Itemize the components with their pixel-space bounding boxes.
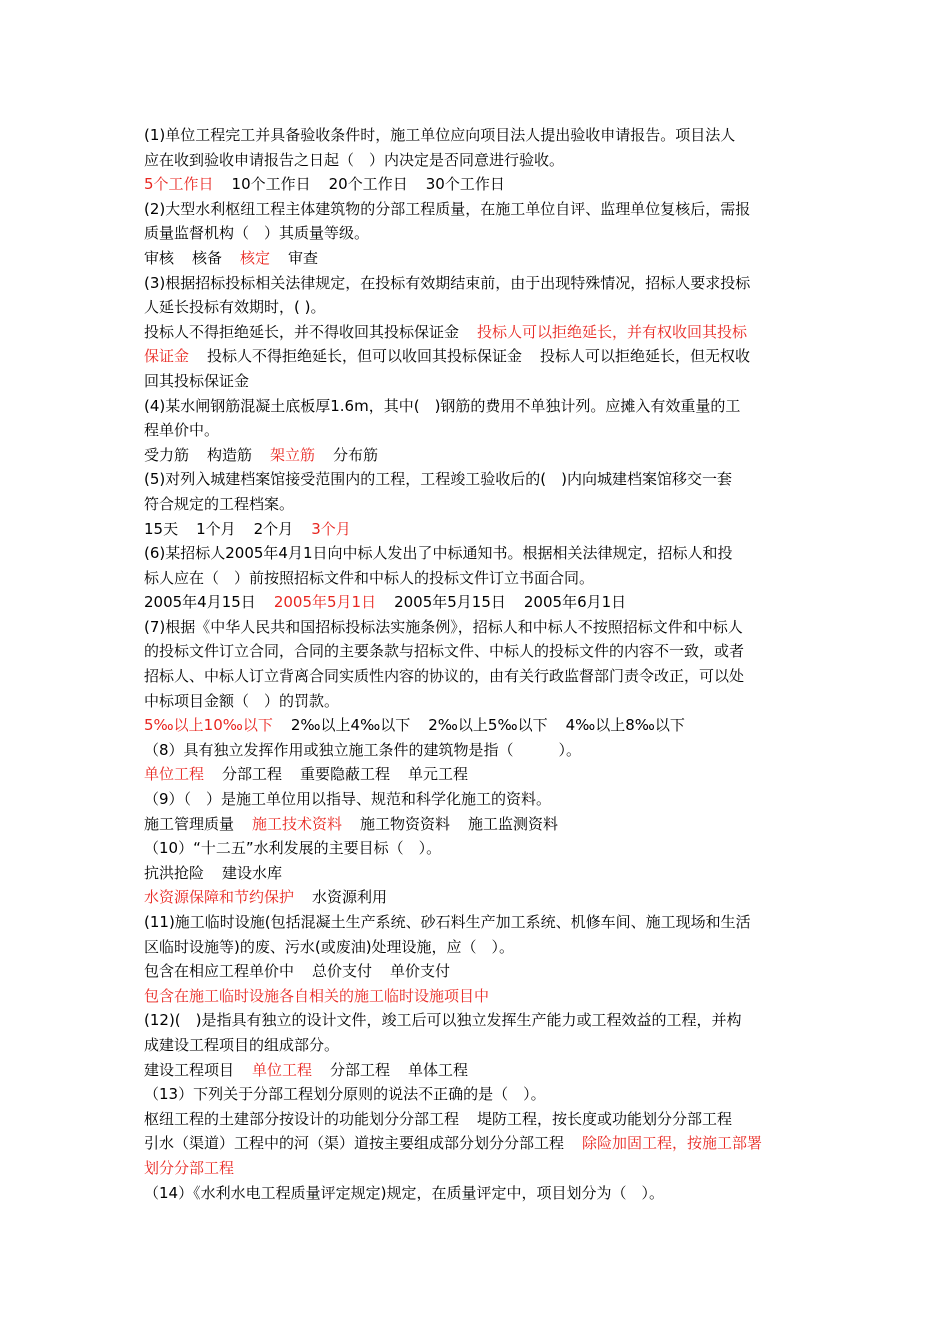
correct-answer-option: 施工技术资料 xyxy=(252,814,343,833)
question-block xyxy=(144,836,810,910)
options-line xyxy=(144,172,810,197)
options-line xyxy=(144,1107,810,1132)
answer-option: 15天 xyxy=(144,519,179,538)
answer-option: 核备 xyxy=(192,248,223,267)
question-stem-line: 质量监督机构（ ）其质量等级。 xyxy=(144,224,370,243)
question-stem-line: (3)根据招标投标相关法律规定，在投标有效期结束前，由于出现特殊情况，招标人要求投标 xyxy=(144,273,751,292)
correct-answer-option: 单位工程 xyxy=(144,765,205,784)
answer-option: 回其投标保证金 xyxy=(144,371,250,390)
question-block xyxy=(144,123,810,197)
options-line xyxy=(144,320,810,345)
options-line xyxy=(144,590,810,615)
question-stem-line: 区临时设施等)的废、污水(或废油)处理设施，应（ ）。 xyxy=(144,937,515,956)
question-stem-line: 标人应在（ ）前按照招标文件和中标人的投标文件订立书面合同。 xyxy=(144,568,595,587)
options-line xyxy=(144,344,810,369)
correct-answer-option: 2005年5月1日 xyxy=(273,593,377,612)
answer-option: 包含在相应工程单价中 xyxy=(144,962,295,981)
question-stem-line: (11)施工临时设施(包括混凝土生产系统、砂石料生产加工系统、机修车间、施工现场和生活 xyxy=(144,913,751,931)
answer-option: 审核 xyxy=(144,248,175,267)
options-line xyxy=(144,517,810,542)
question-stem-line: (7)根据《中华人民共和国招标投标法实施条例》，招标人和中标人不按照招标文件和中标人 xyxy=(144,617,743,636)
options-line xyxy=(144,713,810,738)
question-block xyxy=(144,271,810,394)
question-stem-line: （14）《水利水电工程质量评定规定)规定，在质量评定中，项目划分为（ ）。 xyxy=(144,1183,664,1202)
answer-option: 单价支付 xyxy=(390,962,451,981)
question-stem-line: 中标项目金额（ ）的罚款。 xyxy=(144,691,340,710)
answer-option: 1个月 xyxy=(196,519,236,538)
answer-option: 2‰以上4‰以下 xyxy=(290,716,411,735)
question-block xyxy=(144,787,810,836)
correct-answer-option: 5个工作日 xyxy=(144,175,214,194)
options-line xyxy=(144,812,810,837)
question-stem-line: (2)大型水利枢纽工程主体建筑物的分部工程质量，在施工单位自评、监理单位复核后，需报 xyxy=(144,199,751,218)
correct-answer-option: 保证金 xyxy=(144,347,190,366)
question-block xyxy=(144,910,810,1008)
options-line xyxy=(144,885,810,910)
answer-option: 水资源利用 xyxy=(312,888,388,907)
answer-option: 施工物资资料 xyxy=(360,814,451,833)
options-line xyxy=(144,1156,810,1181)
answer-option: 单体工程 xyxy=(408,1060,469,1079)
question-stem-line: （13）下列关于分部工程划分原则的说法不正确的是（ ）。 xyxy=(144,1085,546,1104)
answer-option: 受力筋 xyxy=(144,445,190,464)
answer-option: 总价支付 xyxy=(312,962,373,981)
question-block xyxy=(144,394,810,468)
answer-option: 施工监测资料 xyxy=(468,814,559,833)
answer-option: 重要隐蔽工程 xyxy=(300,765,391,784)
question-stem-line: （9）（ ）是施工单位用以指导、规范和科学化施工的资料。 xyxy=(144,790,552,809)
question-block xyxy=(144,1008,810,1082)
correct-answer-option: 单位工程 xyxy=(252,1060,313,1079)
question-stem-line: （8）具有独立发挥作用或独立施工条件的建筑物是指（ ）。 xyxy=(144,740,582,759)
question-block xyxy=(144,1082,810,1180)
answer-option: 分部工程 xyxy=(222,765,283,784)
document-page xyxy=(144,123,810,1205)
question-stem-line: (12)( )是指具有独立的设计文件，竣工后可以独立发挥生产能力或工程效益的工程，并构 xyxy=(144,1011,742,1030)
question-block xyxy=(144,615,810,738)
answer-option: 单元工程 xyxy=(408,765,469,784)
answer-option: 枢纽工程的土建部分按设计的功能划分分部工程 xyxy=(144,1109,460,1128)
question-stem-line: 的投标文件订立合同，合同的主要条款与招标文件、中标人的投标文件的内容不一致，或者 xyxy=(144,642,745,661)
options-line xyxy=(144,959,810,984)
answer-option: 投标人不得拒绝延长，但可以收回其投标保证金 xyxy=(207,347,523,366)
correct-answer-option: 投标人可以拒绝延长，并有权收回其投标 xyxy=(477,322,748,341)
question-stem-line: 符合规定的工程档案。 xyxy=(144,494,295,513)
answer-option: 建设工程项目 xyxy=(144,1060,235,1079)
options-line xyxy=(144,246,810,271)
options-line xyxy=(144,984,810,1009)
options-line xyxy=(144,762,810,787)
question-stem-line: （10）“十二五”水利发展的主要目标（ ）。 xyxy=(144,839,442,858)
question-stem-line: 程单价中。 xyxy=(144,421,220,440)
answer-option: 投标人可以拒绝延长，但无权收 xyxy=(540,347,751,366)
options-line xyxy=(144,1131,810,1156)
question-block xyxy=(144,467,810,541)
question-stem-line: (1)单位工程完工并具备验收条件时，施工单位应向项目法人提出验收申请报告。项目法人 xyxy=(144,126,736,144)
answer-option: 分布筋 xyxy=(333,445,379,464)
correct-answer-option: 划分分部工程 xyxy=(144,1158,235,1177)
correct-answer-option: 水资源保障和节约保护 xyxy=(144,888,295,907)
answer-option: 4‰以上8‰以下 xyxy=(565,716,685,735)
question-stem-line: (6)某招标人2005年4月1日向中标人发出了中标通知书。根据相关法律规定，招标人和投 xyxy=(144,544,733,563)
correct-answer-option: 包含在施工临时设施各自相关的施工临时设施项目中 xyxy=(144,986,490,1005)
correct-answer-option: 架立筋 xyxy=(270,445,316,464)
answer-option: 引水（渠道）工程中的河（渠）道按主要组成部分划分分部工程 xyxy=(144,1134,565,1153)
answer-option: 审查 xyxy=(288,248,319,267)
answer-option: 2005年4月15日 xyxy=(144,593,256,612)
answer-option: 构造筋 xyxy=(207,445,253,464)
question-stem-line: 应在收到验收申请报告之日起（ ）内决定是否同意进行验收。 xyxy=(144,150,565,169)
options-line xyxy=(144,861,810,886)
question-block xyxy=(144,197,810,271)
question-stem-line: 招标人、中标人订立背离合同实质性内容的协议的，由有关行政监督部门责令改正，可以处 xyxy=(144,667,745,686)
answer-option: 2‰以上5‰以下 xyxy=(428,716,548,735)
answer-option: 30个工作日 xyxy=(425,175,505,194)
answer-option: 投标人不得拒绝延长，并不得收回其投标保证金 xyxy=(144,322,460,341)
answer-option: 2005年6月1日 xyxy=(523,593,627,612)
answer-option: 分部工程 xyxy=(330,1060,391,1079)
question-stem-line: (5)对列入城建档案馆接受范围内的工程，工程竣工验收后的( )内向城建档案馆移交一套 xyxy=(144,470,732,489)
answer-option: 施工管理质量 xyxy=(144,814,235,833)
answer-option: 建设水库 xyxy=(222,863,283,882)
options-line xyxy=(144,1058,810,1083)
options-line xyxy=(144,443,810,468)
correct-answer-option: 5‰以上10‰以下 xyxy=(144,716,273,735)
question-block xyxy=(144,738,810,787)
answer-option: 2005年5月15日 xyxy=(394,593,506,612)
options-line xyxy=(144,369,810,394)
question-block xyxy=(144,1181,810,1206)
answer-option: 10个工作日 xyxy=(231,175,311,194)
correct-answer-option: 除险加固工程，按施工部署 xyxy=(582,1134,763,1153)
answer-option: 20个工作日 xyxy=(328,175,408,194)
question-stem-line: 人延长投标有效期时，( )。 xyxy=(144,298,326,317)
answer-option: 抗洪抢险 xyxy=(144,863,205,882)
question-block xyxy=(144,541,810,615)
correct-answer-option: 3个月 xyxy=(311,519,351,538)
answer-option: 2个月 xyxy=(253,519,294,538)
question-stem-line: (4)某水闸钢筋混凝土底板厚1.6m，其中( )钢筋的费用不单独计列。应摊入有效重量的工 xyxy=(144,396,741,415)
question-stem-line: 成建设工程项目的组成部分。 xyxy=(144,1035,340,1054)
answer-option: 堤防工程，按长度或功能划分分部工程 xyxy=(477,1109,733,1128)
correct-answer-option: 核定 xyxy=(240,248,271,267)
